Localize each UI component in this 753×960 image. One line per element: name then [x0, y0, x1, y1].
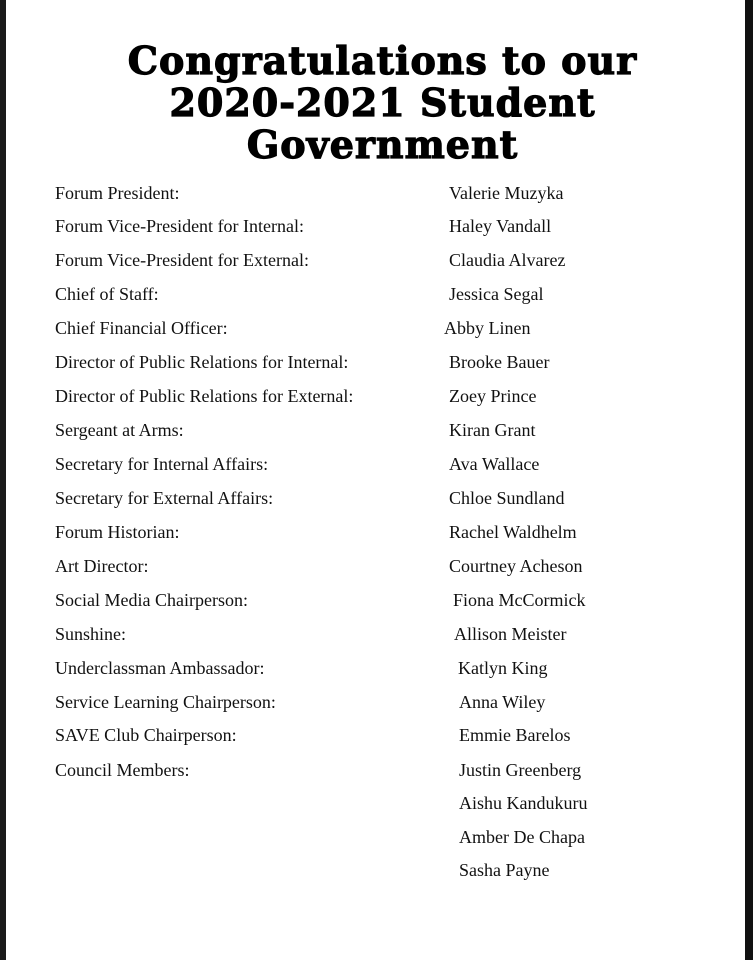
role-title: Director of Public Relations for External: — [55, 386, 354, 406]
roster-row — [6, 214, 706, 238]
member-name: Chloe Sundland — [449, 488, 565, 508]
member-name: Jessica Segal — [449, 284, 544, 304]
member-name: Abby Linen — [444, 318, 531, 338]
member-name: Fiona McCormick — [453, 590, 586, 610]
role-title: Secretary for Internal Affairs: — [55, 454, 269, 474]
roster-row — [6, 690, 706, 714]
member-name: Zoey Prince — [449, 386, 537, 406]
role-title: Art Director: — [55, 556, 149, 576]
roster-row — [6, 656, 706, 680]
role-title: Chief of Staff: — [55, 284, 159, 304]
role-title: Forum Vice-President for Internal: — [55, 216, 305, 236]
roster-row — [6, 858, 706, 882]
role-title: Council Members: — [55, 760, 190, 780]
role-title: Secretary for External Affairs: — [55, 488, 274, 508]
member-name: Claudia Alvarez — [449, 250, 566, 270]
roster-row — [6, 452, 706, 476]
roster-row — [6, 520, 706, 544]
roster-row — [6, 825, 706, 849]
member-name: Aishu Kandukuru — [459, 793, 588, 813]
roster-row — [6, 384, 706, 408]
roster-row — [6, 486, 706, 510]
role-title: Forum Vice-President for External: — [55, 250, 310, 270]
member-name: Brooke Bauer — [449, 352, 550, 372]
role-title: Sunshine: — [55, 624, 127, 644]
member-name: Anna Wiley — [459, 692, 546, 712]
member-name: Justin Greenberg — [459, 760, 582, 780]
role-title: Underclassman Ambassador: — [55, 658, 265, 678]
roster-row — [6, 622, 706, 646]
title-line-2: 2020-2021 Student — [169, 80, 596, 125]
member-name: Courtney Acheson — [449, 556, 583, 576]
role-title: Chief Financial Officer: — [55, 318, 228, 338]
member-name: Amber De Chapa — [459, 827, 585, 847]
member-name: Kiran Grant — [449, 420, 536, 440]
role-title: Director of Public Relations for Internal: — [55, 352, 349, 372]
role-title: Social Media Chairperson: — [55, 590, 248, 610]
roster-row — [6, 350, 706, 374]
roster-row — [6, 758, 706, 782]
roster-row — [6, 316, 706, 340]
role-title: Forum President: — [55, 183, 180, 203]
member-name: Allison Meister — [454, 624, 567, 644]
roster-row — [6, 282, 706, 306]
roster-row — [6, 554, 706, 578]
member-name: Haley Vandall — [449, 216, 552, 236]
title-line-3: Government — [246, 122, 519, 167]
member-name: Katlyn King — [458, 658, 548, 678]
roster-row — [6, 248, 706, 272]
roster-row — [6, 181, 706, 205]
member-name: Ava Wallace — [449, 454, 540, 474]
role-title: Service Learning Chairperson: — [55, 692, 276, 712]
role-title: Sergeant at Arms: — [55, 420, 184, 440]
title-line-1: Congratulations to our — [127, 38, 638, 83]
roster-row — [6, 588, 706, 612]
role-title: Forum Historian: — [55, 522, 180, 542]
page-edge — [745, 0, 753, 960]
member-name: Sasha Payne — [459, 860, 550, 880]
roster-row — [6, 723, 706, 747]
role-title: SAVE Club Chairperson: — [55, 725, 237, 745]
roster-row — [6, 418, 706, 442]
member-name: Valerie Muzyka — [449, 183, 564, 203]
member-name: Emmie Barelos — [459, 725, 571, 745]
roster-row — [6, 791, 706, 815]
member-name: Rachel Waldhelm — [449, 522, 577, 542]
